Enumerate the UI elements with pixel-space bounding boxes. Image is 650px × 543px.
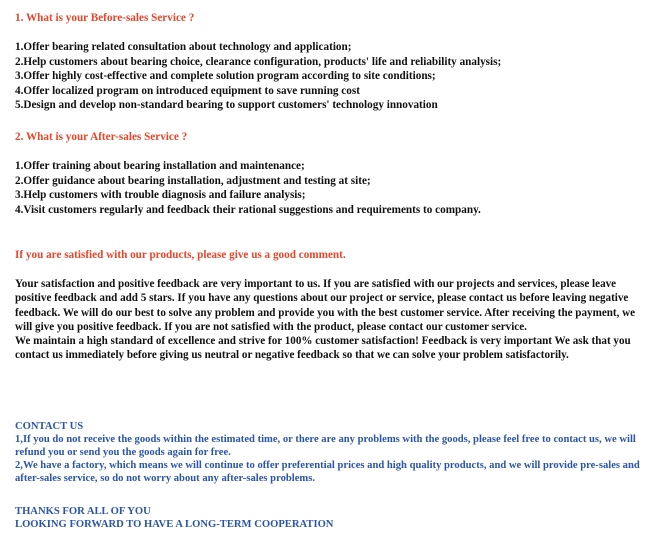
closing-thanks: THANKS FOR ALL OF YOU	[15, 506, 151, 517]
closing-section	[15, 505, 642, 531]
before-sales-heading: 1. What is your Before-sales Service ?	[15, 12, 195, 24]
after-sales-list	[15, 159, 642, 217]
list-item: 1.Offer training about bearing installation and maintenance;	[15, 160, 305, 172]
contact-item-1: 1,If you do not receive the goods within the estimated time, or there are any problems with the goods, please feel free to contact us, we will refund you or send you the goods again for free.	[15, 434, 636, 458]
list-item: 3.Help customers with trouble diagnosis and failure analysis;	[15, 189, 306, 201]
list-item: 4.Offer localized program on introduced equipment to save running cost	[15, 84, 360, 97]
contact-heading: CONTACT US	[15, 421, 84, 432]
list-item: 2.Help customers about bearing choice, clearance configuration, products' life and reliability analysis;	[15, 55, 502, 68]
list-item: 3.Offer highly cost-effective and complete solution program according to site conditions;	[15, 70, 436, 82]
list-item: 5.Design and develop non-standard bearing to support customers' technology innovation	[15, 99, 438, 111]
contact-section	[15, 420, 642, 485]
feedback-paragraph-1: Your satisfaction and positive feedback are very important to us. If you are satisfied with our projects and services, please leave positive feedback and add 5 stars. If you have any questions about our project or service, please contact us before leaving negative feedback. We will do our best to solve any problem and provide you with the best customer service. After receiving the payment, we will give you positive feedback. If you are not satisfied with the product, please contact our customer service.	[15, 278, 636, 333]
after-sales-heading: 2. What is your After-sales Service ?	[15, 131, 188, 143]
feedback-heading: If you are satisfied with our products, please give us a good comment.	[15, 249, 346, 261]
list-item: 4.Visit customers regularly and feedback their rational suggestions and requirements to company.	[15, 203, 481, 216]
list-item: 2.Offer guidance about bearing installation, adjustment and testing at site;	[15, 174, 371, 187]
list-item: 1.Offer bearing related consultation about technology and application;	[15, 41, 352, 53]
closing-cooperation: LOOKING FORWARD TO HAVE A LONG-TERM COOPERATION	[15, 519, 334, 530]
feedback-paragraph	[15, 277, 642, 363]
contact-item-2: 2,We have a factory, which means we will continue to offer preferential prices and high quality products, and we will provide pre-sales and after-sales service, so do not worry about any after-sales problems.	[15, 460, 640, 484]
feedback-paragraph-2: We maintain a high standard of excellence and strive for 100% customer satisfaction! Feedback is very important We ask that you contact us immediately before giving us neutral or negative feedback so that we can solve your problem satisfactorily.	[15, 335, 631, 362]
before-sales-list	[15, 40, 642, 113]
